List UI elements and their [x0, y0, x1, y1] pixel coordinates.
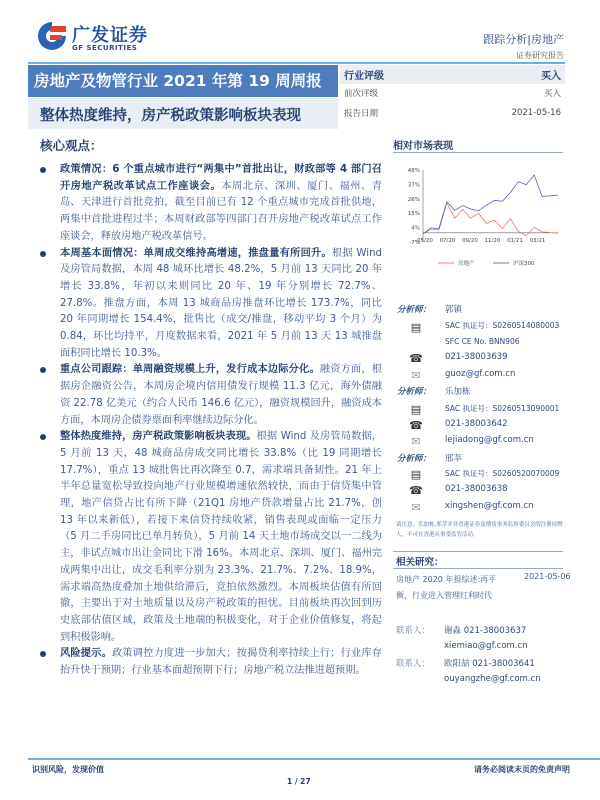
- analyst-name: 乐加栋: [445, 387, 471, 397]
- footer-disclaimer: 请务必阅读末页的免责声明: [474, 765, 570, 774]
- analyst-email[interactable]: xingshen@gf.com.cn: [445, 501, 534, 511]
- analyst-name: 邢莘: [445, 454, 463, 464]
- bullet-fundamentals: [40, 246, 382, 363]
- bullet-dot-icon: [40, 651, 46, 657]
- bullet-dot-icon: [40, 251, 46, 257]
- label: 前次评级: [344, 89, 379, 99]
- email-icon: ✉: [411, 435, 421, 448]
- bullet-text: 政策调控力度进一步加大；按揭贷利率持续上行；行业库存抬升快于预期；行业基本面超预期下行；房地产税立法推进超预期。: [60, 648, 382, 677]
- legend-label: 沪深300: [513, 261, 535, 267]
- contact-email[interactable]: ouyangzhe@gf.com.cn: [444, 674, 541, 684]
- contact-label: 联系人：: [396, 659, 431, 669]
- analyst-label: 分析师：: [397, 454, 432, 464]
- x-tick-label: 11/20: [484, 237, 501, 244]
- bullet-companies: [40, 362, 382, 429]
- contact-name-phone: 欧阳喆 021-38003641: [444, 659, 535, 669]
- report-type: 跟踪分析|房地产: [483, 33, 564, 46]
- value: 买入: [541, 71, 561, 82]
- bullet-lead: 政策情况：6 个重点城市进行“两集中”首批出让，财政部等 4 部门召开房地产税改革试点工作座谈会。: [60, 164, 382, 192]
- report-date-row: [340, 102, 565, 124]
- contact-label: 联系人：: [396, 626, 431, 636]
- analyst-phone: 021-38003642: [445, 419, 508, 429]
- bullet-lead: 整体热度维持，房产税政策影响板块表现。: [60, 431, 257, 443]
- y-tick-label: 48%: [407, 168, 420, 174]
- related-research-date: 2021-05-06: [524, 572, 571, 581]
- value: 2021-05-16: [511, 108, 561, 118]
- contact-email[interactable]: xiemiao@gf.com.cn: [444, 641, 528, 651]
- x-tick-label: 05/20: [417, 237, 433, 244]
- phone-icon: ☎: [409, 484, 423, 497]
- bullet-text: 根据 Wind 及房管局数据，本周 48 城环比增长 48.2%，5 月前 13 天同比 20 年增长 33.8%，年初以来则同比 20 年、19 年分别增长 72.7%、27.8%。推盘方面，本周 13 城商品房推盘环比增长 173.7%，同比 20 年同期增长 154.4%，批售比（成交/推盘，移动平均 3 个月）为 0.84，环比均持平，月度数据来看，2021 年 5 月前 13 天 13 城推盘面积同比增长 10.3%。: [60, 247, 383, 359]
- x-tick-label: 03/21: [529, 237, 546, 244]
- email-icon: ✉: [411, 501, 421, 514]
- analyst-email[interactable]: lejiadong@gf.com.cn: [445, 435, 534, 445]
- analyst-email[interactable]: guoz@gf.com.cn: [445, 369, 516, 379]
- bullet-dot-icon: [40, 434, 46, 440]
- footer-slogan: 识别风险，发现价值: [32, 765, 104, 774]
- core-heading: 核心观点：: [40, 138, 103, 153]
- bullet-dot-icon: [40, 367, 46, 373]
- analyst-label: 分析师：: [397, 387, 432, 397]
- analyst-sac: SAC 执证号：S0260513090001: [445, 404, 560, 413]
- page-number: 1 / 27: [287, 777, 311, 786]
- series-line-0: [423, 203, 558, 236]
- footer-divider: [28, 758, 600, 760]
- bullet-lead: 风险提示。: [60, 648, 112, 660]
- logo-mark-icon: [36, 20, 68, 52]
- y-tick-label: -7%: [409, 240, 420, 246]
- label: 报告日期: [344, 109, 379, 119]
- x-tick-label: 01/21: [507, 237, 523, 244]
- market-performance-title: 相对市场表现: [393, 141, 453, 152]
- divider: [393, 152, 563, 153]
- related-research-title: 相关研究：: [396, 557, 444, 568]
- analyst-phone: 021-38003638: [445, 484, 508, 494]
- y-tick-label: 26%: [407, 196, 420, 203]
- legend-label: 房地产: [458, 261, 475, 267]
- report-title: 房地产及物管行业 2021 年第 19 周周报: [28, 65, 338, 97]
- certificate-icon: ▤: [410, 321, 422, 334]
- label: 行业评级: [344, 71, 384, 82]
- phone-icon: ☎: [409, 352, 423, 365]
- email-icon: ✉: [411, 369, 421, 382]
- bullet-policy: [40, 162, 382, 246]
- certificate-icon: ▤: [410, 468, 422, 481]
- analyst-label: 分析师：: [397, 305, 432, 315]
- rating-table: [340, 65, 565, 124]
- analyst-sac: SAC 执证号：S0260520070009: [445, 469, 560, 478]
- y-tick-label: 4%: [411, 225, 420, 232]
- header-divider: [28, 62, 565, 64]
- x-tick-label: 07/20: [439, 237, 456, 244]
- phone-icon: ☎: [409, 419, 423, 432]
- disclaimer-note: 请注意，乐加栋,邢莘并非香港证券及期货事务监察委员会的注册持牌人，不可在香港从事受监管活动。: [396, 522, 563, 538]
- divider: [393, 568, 563, 569]
- logo-en: GF SECURITIES: [72, 44, 138, 52]
- value: 买入: [543, 89, 561, 99]
- analyst-sac: SAC 执证号：S0260514080003: [445, 321, 560, 330]
- divider: [393, 551, 563, 552]
- gf-securities-logo: [36, 20, 166, 56]
- series-line-1: [423, 175, 558, 234]
- report-subtitle: 整体热度维持，房产税政策影响板块表现: [28, 98, 338, 129]
- analyst-sfc: SFC CE No. BNN906: [445, 337, 520, 346]
- analyst-phone: 021-38003639: [445, 352, 508, 362]
- relative-performance-chart: [393, 160, 568, 270]
- report-category: 证券研究报告: [516, 51, 564, 60]
- y-tick-label: 37%: [407, 182, 420, 189]
- bullet-text: 本周北京、深圳、厦门、福州、青岛、天津进行首批竞拍，截至目前已有 12 个重点城市完成首批供地，两集中首批进程过半；本周财政部等四部门召开房地产税改革试点工作座谈会，释放房地产税改革信号。: [60, 180, 382, 242]
- related-research-link[interactable]: 房地产 2020 年报综述:再平衡，行业进入管理红利时代: [396, 575, 497, 600]
- bullet-dot-icon: [40, 167, 46, 173]
- bullet-lead: 重点公司跟踪：单周融资规模上升，发行成本边际分化。: [60, 364, 320, 376]
- prev-rating-row: [340, 84, 565, 102]
- x-tick-label: 09/20: [462, 237, 478, 244]
- certificate-icon: ▤: [410, 403, 422, 416]
- contact-name-phone: 谢淼 021-38003637: [444, 626, 527, 636]
- bullet-text: 融资方面，根据房企融资公告，本周房企境内信用债发行规模 11.3 亿元，海外债融资 22.78 亿美元（约合人民币 146.6 亿元），融资规模回升，融资成本方面，本周房企债券票面利率继续边际分化。: [60, 364, 382, 426]
- analyst-name: 郭镇: [445, 305, 463, 315]
- bullet-risk: [40, 646, 382, 679]
- y-tick-label: 15%: [407, 211, 420, 218]
- bullet-overall: [40, 429, 382, 646]
- logo-cn: 广发证券: [72, 25, 148, 46]
- bullet-text: 根据 Wind 及房管局数据，5 月前 13 天，48 城商品房成交同比增长 33.8%（比 19 同期增长 17.7%），重点 13 城批售比再次降至 0.7，需求端具备韧性。21 年上半年总量宽松导致投向地产行业规模增速依然较快，而由于信贷集中管理，地产信贷占比有所下降（21Q1 房地产贷款增量占比 21.7%，创 13 年以来新低），若接下来信贷持续收紧，销售表现或面临一定压力（5 月二手房同比已单月转负），5 月前 14 天土地市场成交以一二线为主，非试点城市出让金同比下滑 16%。本周北京、深圳、厦门、福州完成两集中出让，成交毛利率分别为 23.3%、21.7%、7.2%、18.9%，需求端高热度叠加土地供给滞后，竞拍依然激烈。本周板块估值有所回撤，主要出于对土地质量以及房产税政策的担忧。目前板块再次回到历史底部估值区域，政策及土地端的积极变化，对于企业价值修复，将起到积极影响。: [60, 431, 382, 643]
- bullet-lead: 本周基本面情况：单周成交维持高增速，推盘量有所回升。: [60, 247, 332, 259]
- core-points: [40, 162, 382, 680]
- industry-rating-row: [340, 65, 565, 84]
